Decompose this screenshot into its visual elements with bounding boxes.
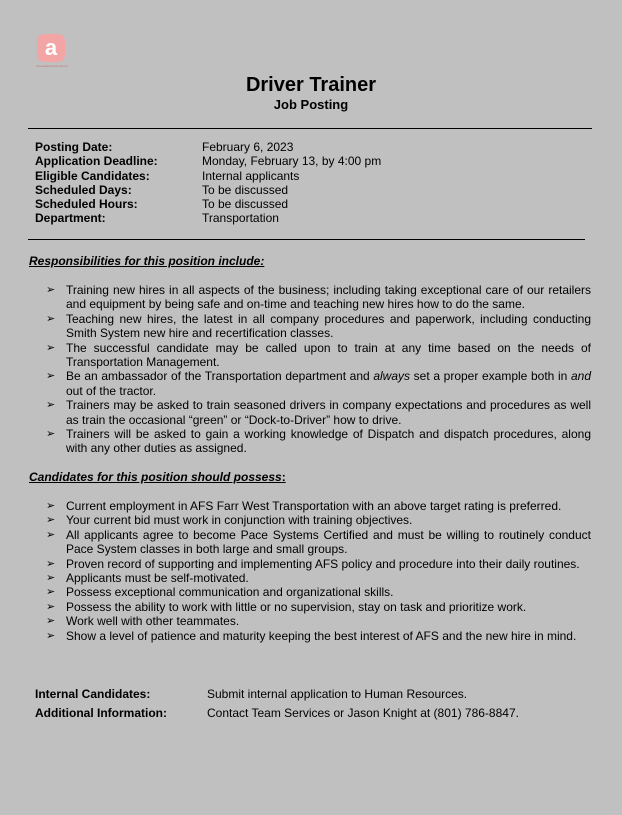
logo-badge-icon — [37, 34, 65, 62]
info-value: Monday, February 13, by 4:00 pm — [202, 154, 382, 169]
footer-label: Internal Candidates: — [35, 687, 151, 701]
list-item — [46, 312, 591, 341]
posting-info-table — [35, 140, 381, 226]
arrow-bullet-icon: ➢ — [46, 586, 56, 599]
info-row-posting-date — [35, 140, 381, 154]
emphasis-text: and — [570, 369, 591, 384]
info-row-scheduled-days — [35, 183, 381, 197]
arrow-bullet-icon: ➢ — [46, 528, 56, 541]
list-item — [46, 369, 591, 398]
candidates-heading-text: Candidates for this position should possess — [29, 470, 282, 484]
divider-middle — [28, 239, 585, 240]
info-label: Application Deadline: — [35, 154, 158, 169]
info-value: To be discussed — [202, 197, 289, 212]
list-item — [46, 614, 591, 628]
list-item — [46, 398, 591, 427]
list-item-text: set a proper example both in — [410, 369, 571, 384]
list-item — [46, 427, 591, 456]
list-item-text: Proven record of supporting and implementing AFS policy and procedure into their daily routines. — [66, 556, 580, 571]
info-label: Posting Date: — [35, 140, 113, 154]
arrow-bullet-icon: ➢ — [46, 615, 56, 628]
info-row-scheduled-hours — [35, 197, 381, 211]
list-item — [46, 513, 591, 527]
list-item — [46, 600, 591, 614]
info-value: Transportation — [202, 211, 279, 226]
arrow-bullet-icon: ➢ — [46, 557, 56, 570]
list-item-text: Teaching new hires, the latest in all company procedures and paperwork, including conducting Smith System new hire and recertification classes. — [66, 311, 591, 341]
list-item-text: Work well with other teammates. — [66, 614, 240, 629]
list-item-text: The successful candidate may be called upon to train at any time based on the needs of Transportation Management. — [66, 340, 591, 370]
list-item-text: out of the tractor. — [66, 383, 157, 398]
logo-letter: a — [44, 35, 58, 60]
info-value: February 6, 2023 — [202, 140, 294, 154]
list-item-text: Possess the ability to work with little or no supervision, stay on task and prioritize work. — [66, 599, 527, 614]
page-subtitle: Job Posting — [273, 97, 349, 112]
footer-value: Contact Team Services or Jason Knight at (801) 786-8847. — [207, 706, 519, 720]
list-item-text: Trainers may be asked to train seasoned drivers in company expectations and procedures as well as train the occasional “green” or “Dock-to-Driver” how to drive. — [66, 398, 591, 427]
arrow-bullet-icon: ➢ — [46, 600, 56, 613]
arrow-bullet-icon: ➢ — [46, 572, 56, 585]
list-item-text: Training new hires in all aspects of the business; including taking exceptional care of our retailers and equipment by being safe and on-time and teaching new hires how to do the same. — [66, 283, 591, 312]
list-item — [46, 585, 591, 599]
info-label: Scheduled Hours: — [35, 197, 138, 212]
list-item-text: Your current bid must work in conjunction with training objectives. — [66, 513, 413, 528]
list-item — [46, 629, 591, 643]
page-title: Driver Trainer — [245, 74, 377, 96]
arrow-bullet-icon: ➢ — [46, 341, 56, 354]
list-item — [46, 283, 591, 312]
info-label: Department: — [35, 211, 106, 226]
emphasis-text: always — [373, 369, 411, 384]
list-item — [46, 499, 591, 513]
responsibilities-list — [46, 283, 591, 456]
arrow-bullet-icon: ➢ — [46, 312, 56, 325]
list-item — [46, 557, 591, 571]
arrow-bullet-icon: ➢ — [46, 629, 56, 642]
arrow-bullet-icon: ➢ — [46, 284, 56, 296]
list-item — [46, 571, 591, 585]
info-value: Internal applicants — [202, 168, 300, 183]
candidates-list — [46, 499, 591, 643]
info-row-eligible-candidates — [35, 169, 381, 183]
arrow-bullet-icon: ➢ — [46, 370, 56, 383]
arrow-bullet-icon: ➢ — [46, 514, 56, 527]
info-row-department — [35, 211, 381, 225]
info-row-application-deadline — [35, 154, 381, 168]
footer-info — [35, 685, 519, 723]
info-label: Scheduled Days: — [35, 182, 132, 197]
arrow-bullet-icon: ➢ — [46, 399, 56, 412]
list-item-text: Show a level of patience and maturity keeping the best interest of AFS and the new hire in mind. — [66, 628, 577, 643]
list-item-text: Current employment in AFS Farr West Transportation with an above target rating is preferred. — [66, 499, 562, 513]
list-item-text: Trainers will be asked to gain a working knowledge of Dispatch and dispatch procedures, along with any other duties as assigned. — [66, 427, 591, 456]
responsibilities-heading: Responsibilities for this position include: — [29, 254, 265, 268]
arrow-bullet-icon: ➢ — [46, 500, 56, 512]
footer-label: Additional Information: — [35, 706, 167, 720]
logo-caption: Associated Food Stores — [36, 64, 68, 68]
heading-colon: : — [281, 470, 286, 484]
footer-value: Submit internal application to Human Resources. — [207, 687, 468, 701]
list-item-text: All applicants agree to become Pace Systems Certified and must be willing to routinely conduct Pace System classes in both large and small groups. — [66, 527, 591, 557]
candidates-heading — [29, 470, 286, 484]
company-logo — [36, 34, 76, 72]
divider-top — [28, 128, 592, 129]
list-item — [46, 528, 591, 557]
footer-row-additional-information — [35, 704, 519, 723]
info-value: To be discussed — [202, 182, 289, 197]
list-item-text: Possess exceptional communication and organizational skills. — [66, 585, 394, 600]
arrow-bullet-icon: ➢ — [46, 428, 56, 441]
list-item-text: Be an ambassador of the Transportation department and — [66, 369, 374, 384]
footer-row-internal-candidates — [35, 685, 519, 704]
info-label: Eligible Candidates: — [35, 168, 150, 183]
list-item-text: Applicants must be self-motivated. — [66, 571, 249, 586]
list-item — [46, 341, 591, 370]
